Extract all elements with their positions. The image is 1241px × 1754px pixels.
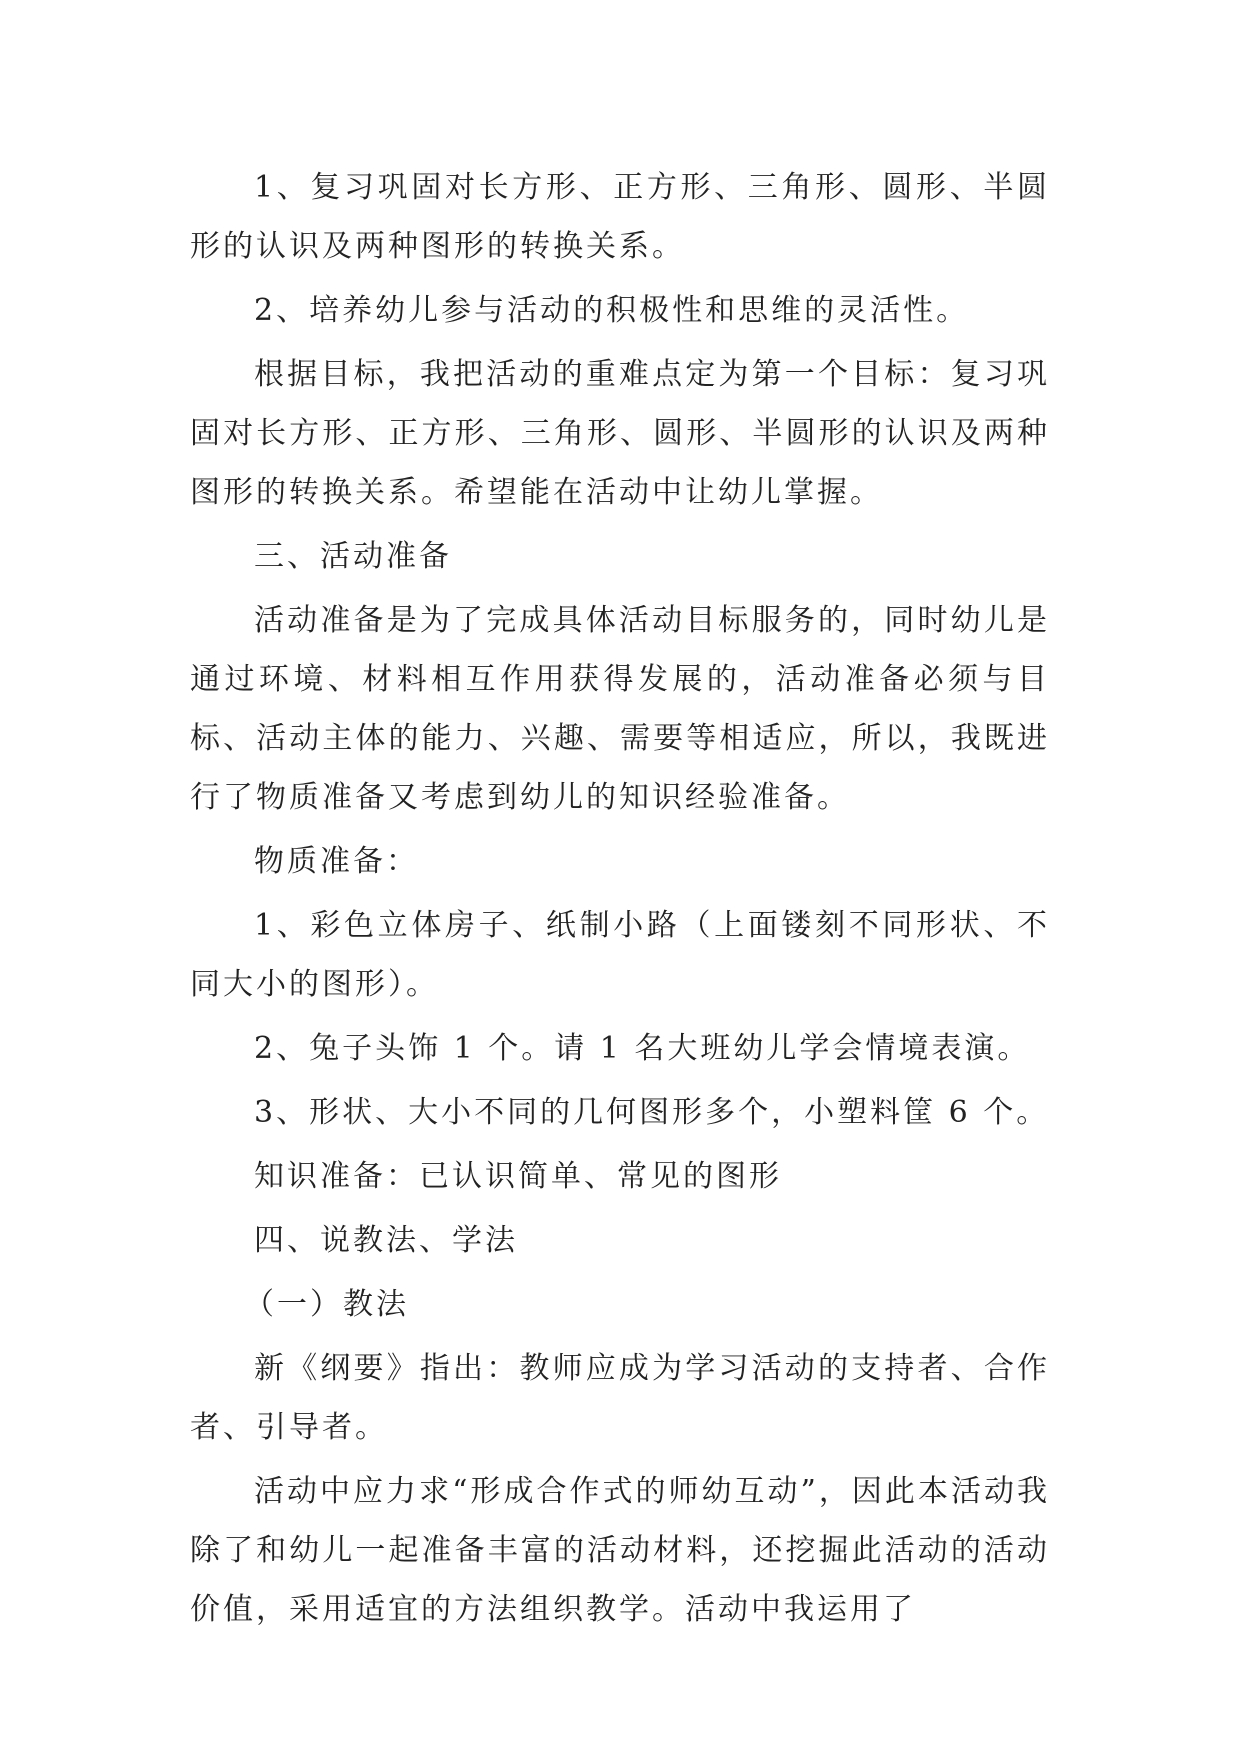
list-item-material-3: 3、形状、大小不同的几何图形多个，小塑料筐 6 个。 xyxy=(254,1095,1050,1130)
paragraph-interaction: 活动中应力求“形成合作式的师幼互动”，因此本活动我除了和幼儿一起准备丰富的活动材料，还挖掘此活动的活动价值，采用适宜的方法组织教学。活动中我运用了 xyxy=(190,1474,1050,1627)
subheading-teaching-method: （一）教法 xyxy=(244,1287,409,1322)
section-heading-methods: 四、说教法、学法 xyxy=(254,1223,518,1258)
paragraph-goal-1: 1、复习巩固对长方形、正方形、三角形、圆形、半圆形的认识及两种图形的转换关系。 xyxy=(190,170,1050,264)
paragraph-goal-2: 2、培养幼儿参与活动的积极性和思维的灵活性。 xyxy=(254,293,970,328)
document-body xyxy=(190,158,1050,1644)
paragraph-knowledge-preparation: 知识准备：已认识简单、常见的图形 xyxy=(254,1159,782,1194)
subheading-material-preparation: 物质准备： xyxy=(254,844,419,879)
paragraph-guideline: 新《纲要》指出：教师应成为学习活动的支持者、合作者、引导者。 xyxy=(190,1351,1050,1445)
section-heading-preparation: 三、活动准备 xyxy=(254,539,452,574)
list-item-material-1: 1、彩色立体房子、纸制小路（上面镂刻不同形状、不同大小的图形）。 xyxy=(190,908,1050,1002)
list-item-material-2: 2、兔子头饰 1 个。请 1 名大班幼儿学会情境表演。 xyxy=(254,1031,1031,1066)
paragraph-key-points: 根据目标，我把活动的重难点定为第一个目标：复习巩固对长方形、正方形、三角形、圆形、半圆形的认识及两种图形的转换关系。希望能在活动中让幼儿掌握。 xyxy=(190,357,1050,510)
paragraph-preparation-intro: 活动准备是为了完成具体活动目标服务的，同时幼儿是通过环境、材料相互作用获得发展的，活动准备必须与目标、活动主体的能力、兴趣、需要等相适应，所以，我既进行了物质准备又考虑到幼儿的知识经验准备。 xyxy=(190,603,1050,815)
